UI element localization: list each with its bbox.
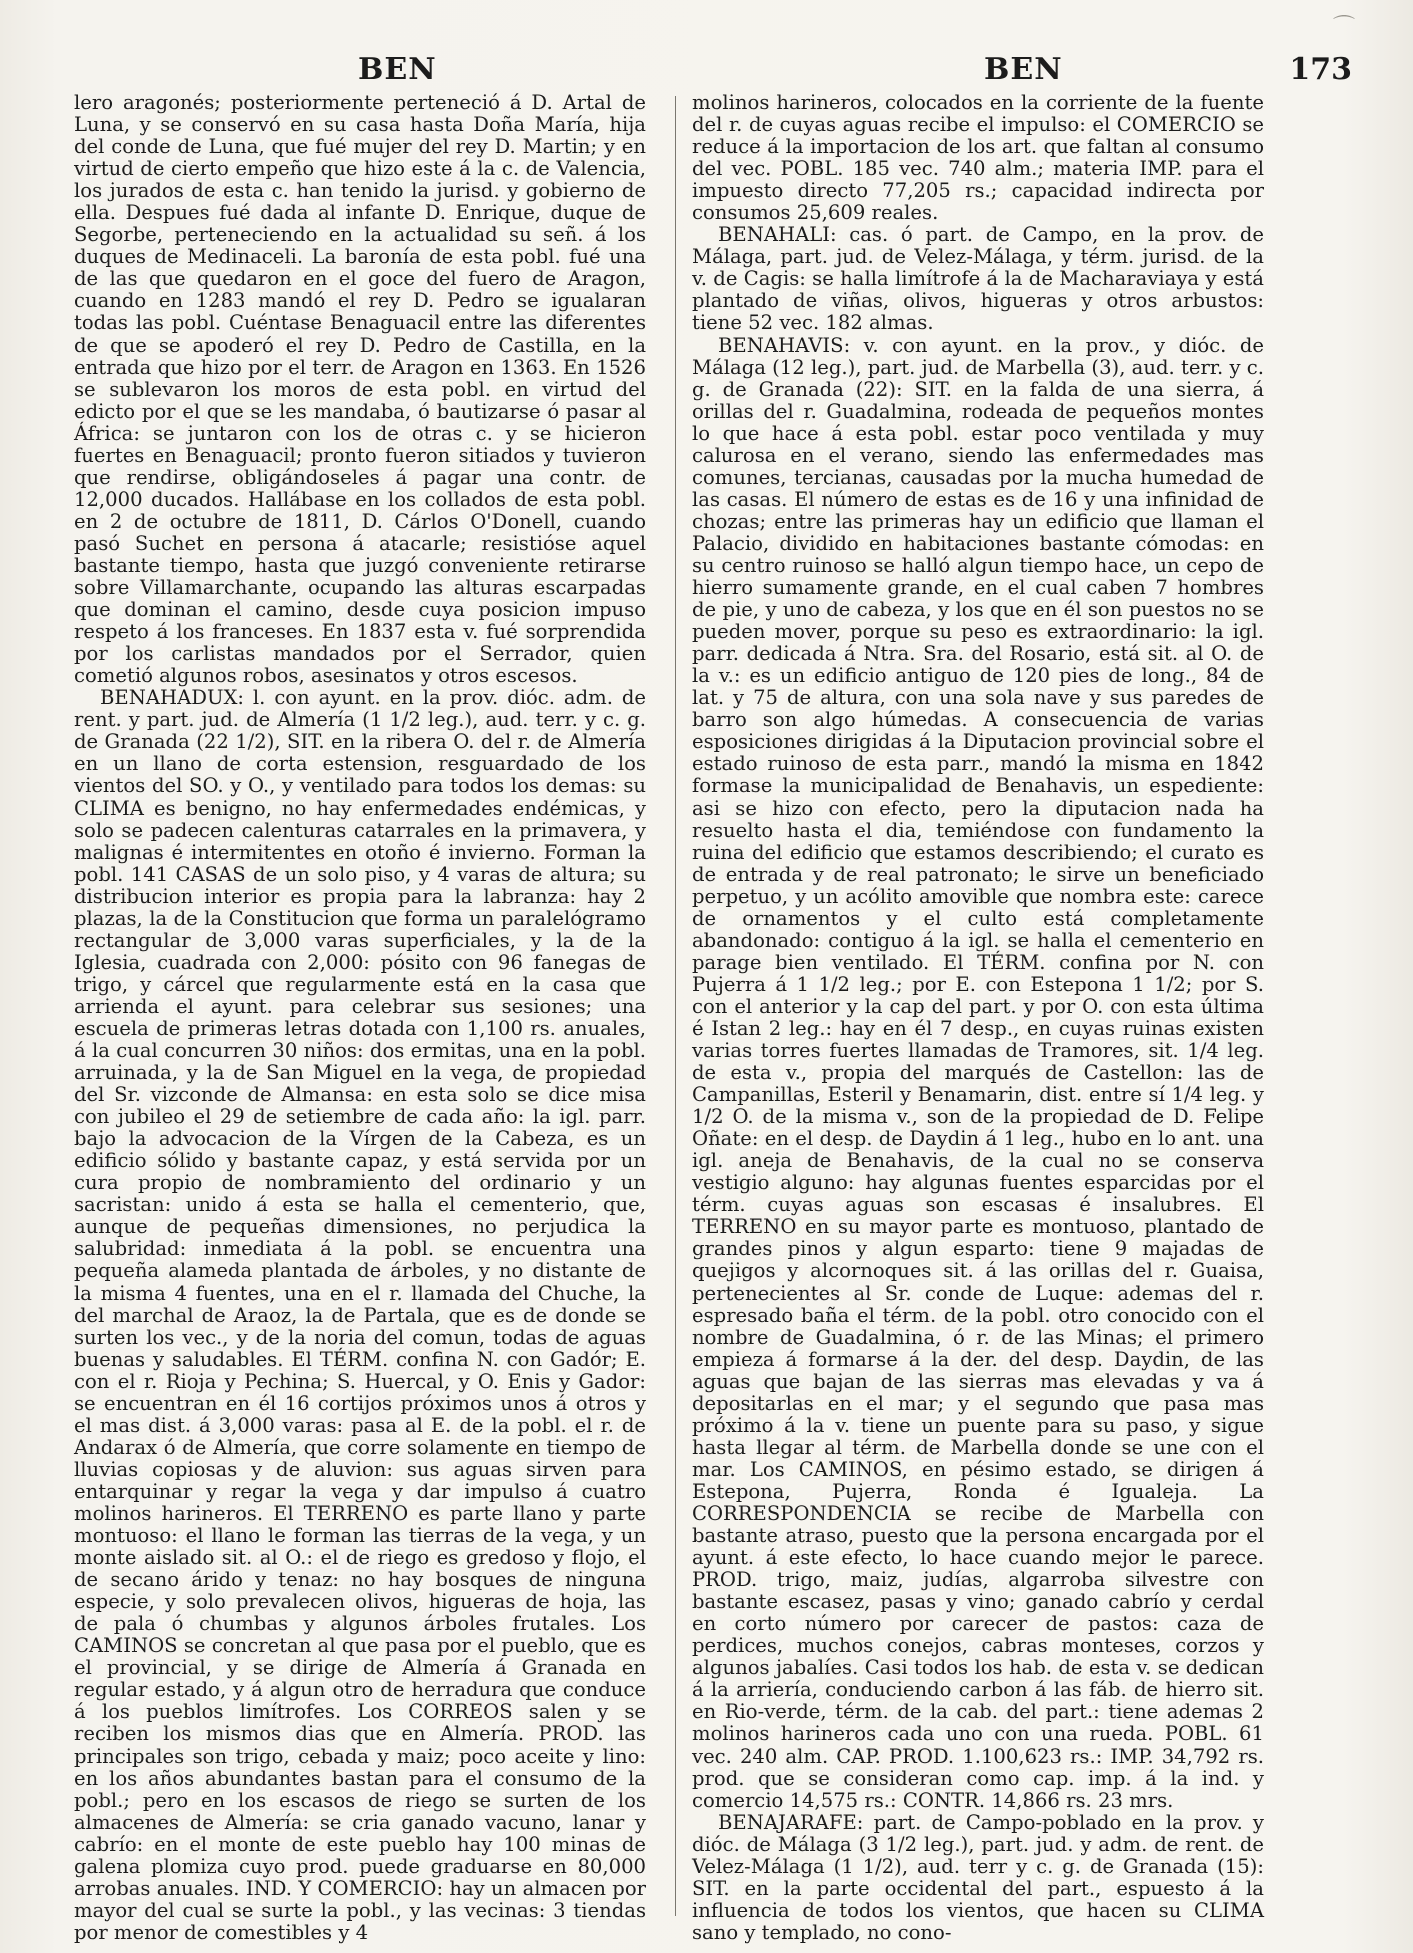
running-head-left: BEN (358, 52, 437, 87)
page-header (72, 52, 1352, 92)
entry-paragraph: molinos harineros, colocados en la corriente de la fuente del r. de cuyas aguas recibe el impulso: el COMERCIO se reduce á la importacion de los art. que faltan al consumo del vec. POBL. 185 vec. 740 alm.; materia IMP. para el impuesto directo 77,205 rs.; capacidad indirecta por consumos 25,609 reales. (692, 91, 1264, 225)
column-divider (675, 96, 676, 1916)
entry-paragraph: BENAHADUX: l. con ayunt. en la prov. dióc. adm. de rent. y part. jud. de Almería (1 1/2 leg.), aud. terr. y c. g. de Granada (22 1/2), SIT. en la ribera O. del r. de Almería en un llano de corta estension, resguardado de los vientos del SO. y O., y ventilado para todos los demas: su CLIMA es benigno, no hay enfermedades endémicas, y solo se padecen calenturas catarrales en la primavera, y malignas é intermitentes en otoño é invierno. Forman la pobl. 141 CASAS de un solo piso, y 4 varas de altura; su distribucion interior es propia para la labranza: hay 2 plazas, la de la Constitucion que forma un paralelógramo rectangular de 3,000 varas superficiales, y la de la Iglesia, cuadrada con 2,000: pósito con 96 fanegas de trigo, y cárcel que regularmente está en la casa que arrienda el ayunt. para celebrar sus sesiones; una escuela de primeras letras dotada con 1,100 rs. anuales, á la cual concurren 30 niños: dos ermitas, una en la pobl. arruinada, y la de San Miguel en la vega, de propiedad del Sr. vizconde de Almansa: en esta solo se dice misa con jubileo el 29 de setiembre de cada año: la igl. parr. bajo la advocacion de la Vírgen de la Cabeza, es un edificio sólido y bastante capaz, y está servida por un cura propio de nombramiento del ordinario y un sacristan: unido á esta se halla el cementerio, que, aunque de pequeñas dimensiones, no perjudica la salubridad: inmediata á la pobl. se encuentra una pequeña alameda plantada de árboles, y no distante de la misma 4 fuentes, una en el r. llamada del Chuche, la del marchal de Araoz, la de Partala, que es de donde se surten los vec., y de la noria del comun, todas de aguas buenas y saludables. El TÉRM. confina N. con Gadór; E. con el r. Rioja y Pechina; S. Huercal, y O. Enis y Gador: se encuentran en él 16 cortijos próximos unos á otros y el mas dist. á 3,000 varas: pasa al E. de la pobl. el r. de Andarax ó de Almería, que corre solamente en tiempo de lluvias copiosas y de aluvion: sus aguas sirven para entarquinar y regar la vega y dar impulso á cuatro molinos harineros. El TERRENO es parte llano y parte montuoso: el llano le forman las tierras de la vega, y un monte aislado sit. al O.: el de riego es gredoso y flojo, el de secano árido y tenaz: no hay bosques de ninguna especie, y solo prevalecen olivos, higueras de hoja, las de pala ó chumbas y algunos árboles frutales. Los CAMINOS se concretan al que pasa por el pueblo, que es el provincial, y se dirige de Almería á Granada en regular estado, y á algun otro de herradura que conduce á los pueblos limítrofes. Los CORREOS salen y se reciben los mismos dias que en Almería. PROD. las principales son trigo, cebada y maiz; poco aceite y lino: en los años abundantes bastan para el consumo de la pobl.; pero en los escasos de riego se surten de los almacenes de Almería: se cria ganado vacuno, lanar y cabrío: en el monte de este pueblo hay 100 minas de galena plomiza cuyo prod. puede graduarse en 80,000 arrobas anuales. IND. Y COMERCIO: hay un almacen por mayor del cual se surte la pobl., y las vecinas: 3 tiendas por menor de comestibles y 4 (74, 686, 646, 1944)
page-number: 173 (1289, 52, 1352, 87)
entry-paragraph: lero aragonés; posteriormente perteneció á D. Artal de Luna, y se conservó en su casa hasta Doña María, hija del conde de Luna, que fué mujer del rey D. Martin; y en virtud de cierto empeño que hizo este á la c. de Valencia, los jurados de esta c. han tenido la jurisd. y gobierno de ella. Despues fué dada al infante D. Enrique, duque de Segorbe, perteneciendo en la actualidad su señ. á los duques de Medinaceli. La baronía de esta pobl. fué una de las que quedaron en el goce del fuero de Aragon, cuando en 1283 mandó el rey D. Pedro se igualaran todas las pobl. Cuéntase Benaguacil entre las diferentes de que se apoderó el rey D. Pedro de Castilla, en la entrada que hizo por el terr. de Aragon en 1363. En 1526 se sublevaron los moros de esta pobl. en virtud del edicto por el que se les mandaba, ó bautizarse ó pasar al África: se juntaron con los de otras c. y se hicieron fuertes en Benaguacil; pronto fueron sitiados y tuvieron que rendirse, obligándoseles á pagar una contr. de 12,000 ducados. Hallábase en los collados de esta pobl. en 2 de octubre de 1811, D. Cárlos O'Donell, cuando pasó Suchet en persona á atacarle; resistióse aquel bastante tiempo, hasta que juzgó conveniente retirarse sobre Villamarchante, ocupando las alturas escarpadas que dominan el camino, desde cuya posicion impuso respeto á los franceses. En 1837 esta v. fué sorprendida por los carlistas mandados por el Serrador, quien cometió algunos robos, asesinatos y otros escesos. (74, 91, 646, 688)
entry-paragraph: BENAHALI: cas. ó part. de Campo, en la prov. de Málaga, part. jud. de Velez-Málaga, y térm. jurisd. de la v. de Cagis: se halla limítrofe á la de Macharaviaya y está plantado de viñas, olivos, higueras y otros arbustos: tiene 52 vec. 182 almas. (692, 223, 1264, 335)
entry-paragraph: BENAJARAFE: part. de Campo-poblado en la prov. y dióc. de Málaga (3 1/2 leg.), part. jud. y adm. de rent. de Velez-Málaga (1 1/2), aud. terr y c. g. de Granada (15): SIT. en la parte occidental del part., espuesto á la influencia de todos los vientos, que hacen su CLIMA sano y templado, no cono- (692, 1810, 1264, 1944)
left-column (74, 91, 646, 1944)
running-head-right: BEN (984, 52, 1063, 87)
page-corner-mark: ⌒ (1333, 15, 1356, 40)
right-column (692, 91, 1264, 1944)
entry-paragraph: BENAHAVIS: v. con ayunt. en la prov., y dióc. de Málaga (12 leg.), part. jud. de Marbella (3), aud. terr. y c. g. de Granada (22): SIT. en la falda de una sierra, á orillas del r. Guadalmina, rodeada de pequeños montes lo que hace á esta pobl. estar poco ventilada y muy calurosa en el verano, siendo las enfermedades mas comunes, tercianas, causadas por la mucha humedad de las casas. El número de estas es de 16 y una infinidad de chozas; entre las primeras hay un edificio que llaman el Palacio, dividido en habitaciones bastante cómodas: en su centro ruinoso se halló algun tiempo hace, un cepo de hierro sumamente grande, en el cual caben 7 hombres de pie, y uno de cabeza, y los que en él son puestos no se pueden mover, porque su peso es extraordinario: la igl. parr. dedicada á Ntra. Sra. del Rosario, está sit. al O. de la v.: es un edificio antiguo de 120 pies de long., 84 de lat. y 75 de altura, con una sola nave y sus paredes de barro son algo húmedas. A consecuencia de varias esposiciones dirigidas á la Diputacion provincial sobre el estado ruinoso de esta parr., mandó la misma en 1842 formase la municipalidad de Benahavis, un espediente: asi se hizo con efecto, pero la diputacion nada ha resuelto hasta el dia, temiéndose con fundamento la ruina del edificio que estamos describiendo; el curato es de entrada y de real patronato; le sirve un beneficiado perpetuo, y un acólito amovible que nombra este: carece de ornamentos y el culto está completamente abandonado: contiguo á la igl. se halla el cementerio en parage bien ventilado. El TÉRM. confina por N. con Pujerra á 1 1/2 leg.; por E. con Estepona 1 1/2; por S. con el anterior y la cap del part. y por O. con esta última é Istan 2 leg.: hay en él 7 desp., en cuyas ruinas existen varias torres fuertes llamadas de Tramores, sit. 1/4 leg. de esta v., propia del marqués de Castellon: las de Campanillas, Esteril y Benamarin, dist. entre sí 1/4 leg. y 1/2 O. de la misma v., son de la propiedad de D. Felipe Oñate: en el desp. de Daydin á 1 leg., hubo en lo ant. una igl. aneja de Benahavis, de la cual no se conserva vestigio alguno: hay algunas fuentes esparcidas por el térm. cuyas aguas son escasas é insalubres. El TERRENO en su mayor parte es montuoso, plantado de grandes pinos y algun esparto: tiene 9 majadas de quejigos y alcornoques sit. á las orillas del r. Guaisa, pertenecientes al Sr. conde de Luque: ademas del r. espresado baña el térm. de la pobl. otro conocido con el nombre de Guadalmina, ó r. de las Minas; el primero empieza á formarse á la der. del desp. Daydin, de las aguas que bajan de las sierras mas elevadas y va á depositarlas en el mar; y el segundo que pasa mas próximo á la v. tiene un puente para su paso, y sigue hasta llegar al térm. de Marbella donde se une con el mar. Los CAMINOS, en pésimo estado, se dirigen á Estepona, Pujerra, Ronda é Igualeja. La CORRESPONDENCIA se recibe de Marbella con bastante atraso, puesto que la persona encargada por el ayunt. á este efecto, lo hace cuando mejor le parece. PROD. trigo, maiz, judías, algarroba silvestre con bastante escasez, pasas y vino; ganado cabrío y cerdal en corto número por carecer de pastos: caza de perdices, muchos conejos, cabras monteses, corzos y algunos jabalíes. Casi todos los hab. de esta v. se dedican á la arriería, conduciendo carbon á las fáb. de hierro sit. en Rio-verde, térm. de la cab. del part.: tiene ademas 2 molinos harineros cada uno con una rueda. POBL. 61 vec. 240 alm. CAP. PROD. 1.100,623 rs.: IMP. 34,792 rs. prod. que se consideran como cap. imp. á la ind. y comercio 14,575 rs.: CONTR. 14,866 rs. 23 mrs. (692, 333, 1264, 1812)
